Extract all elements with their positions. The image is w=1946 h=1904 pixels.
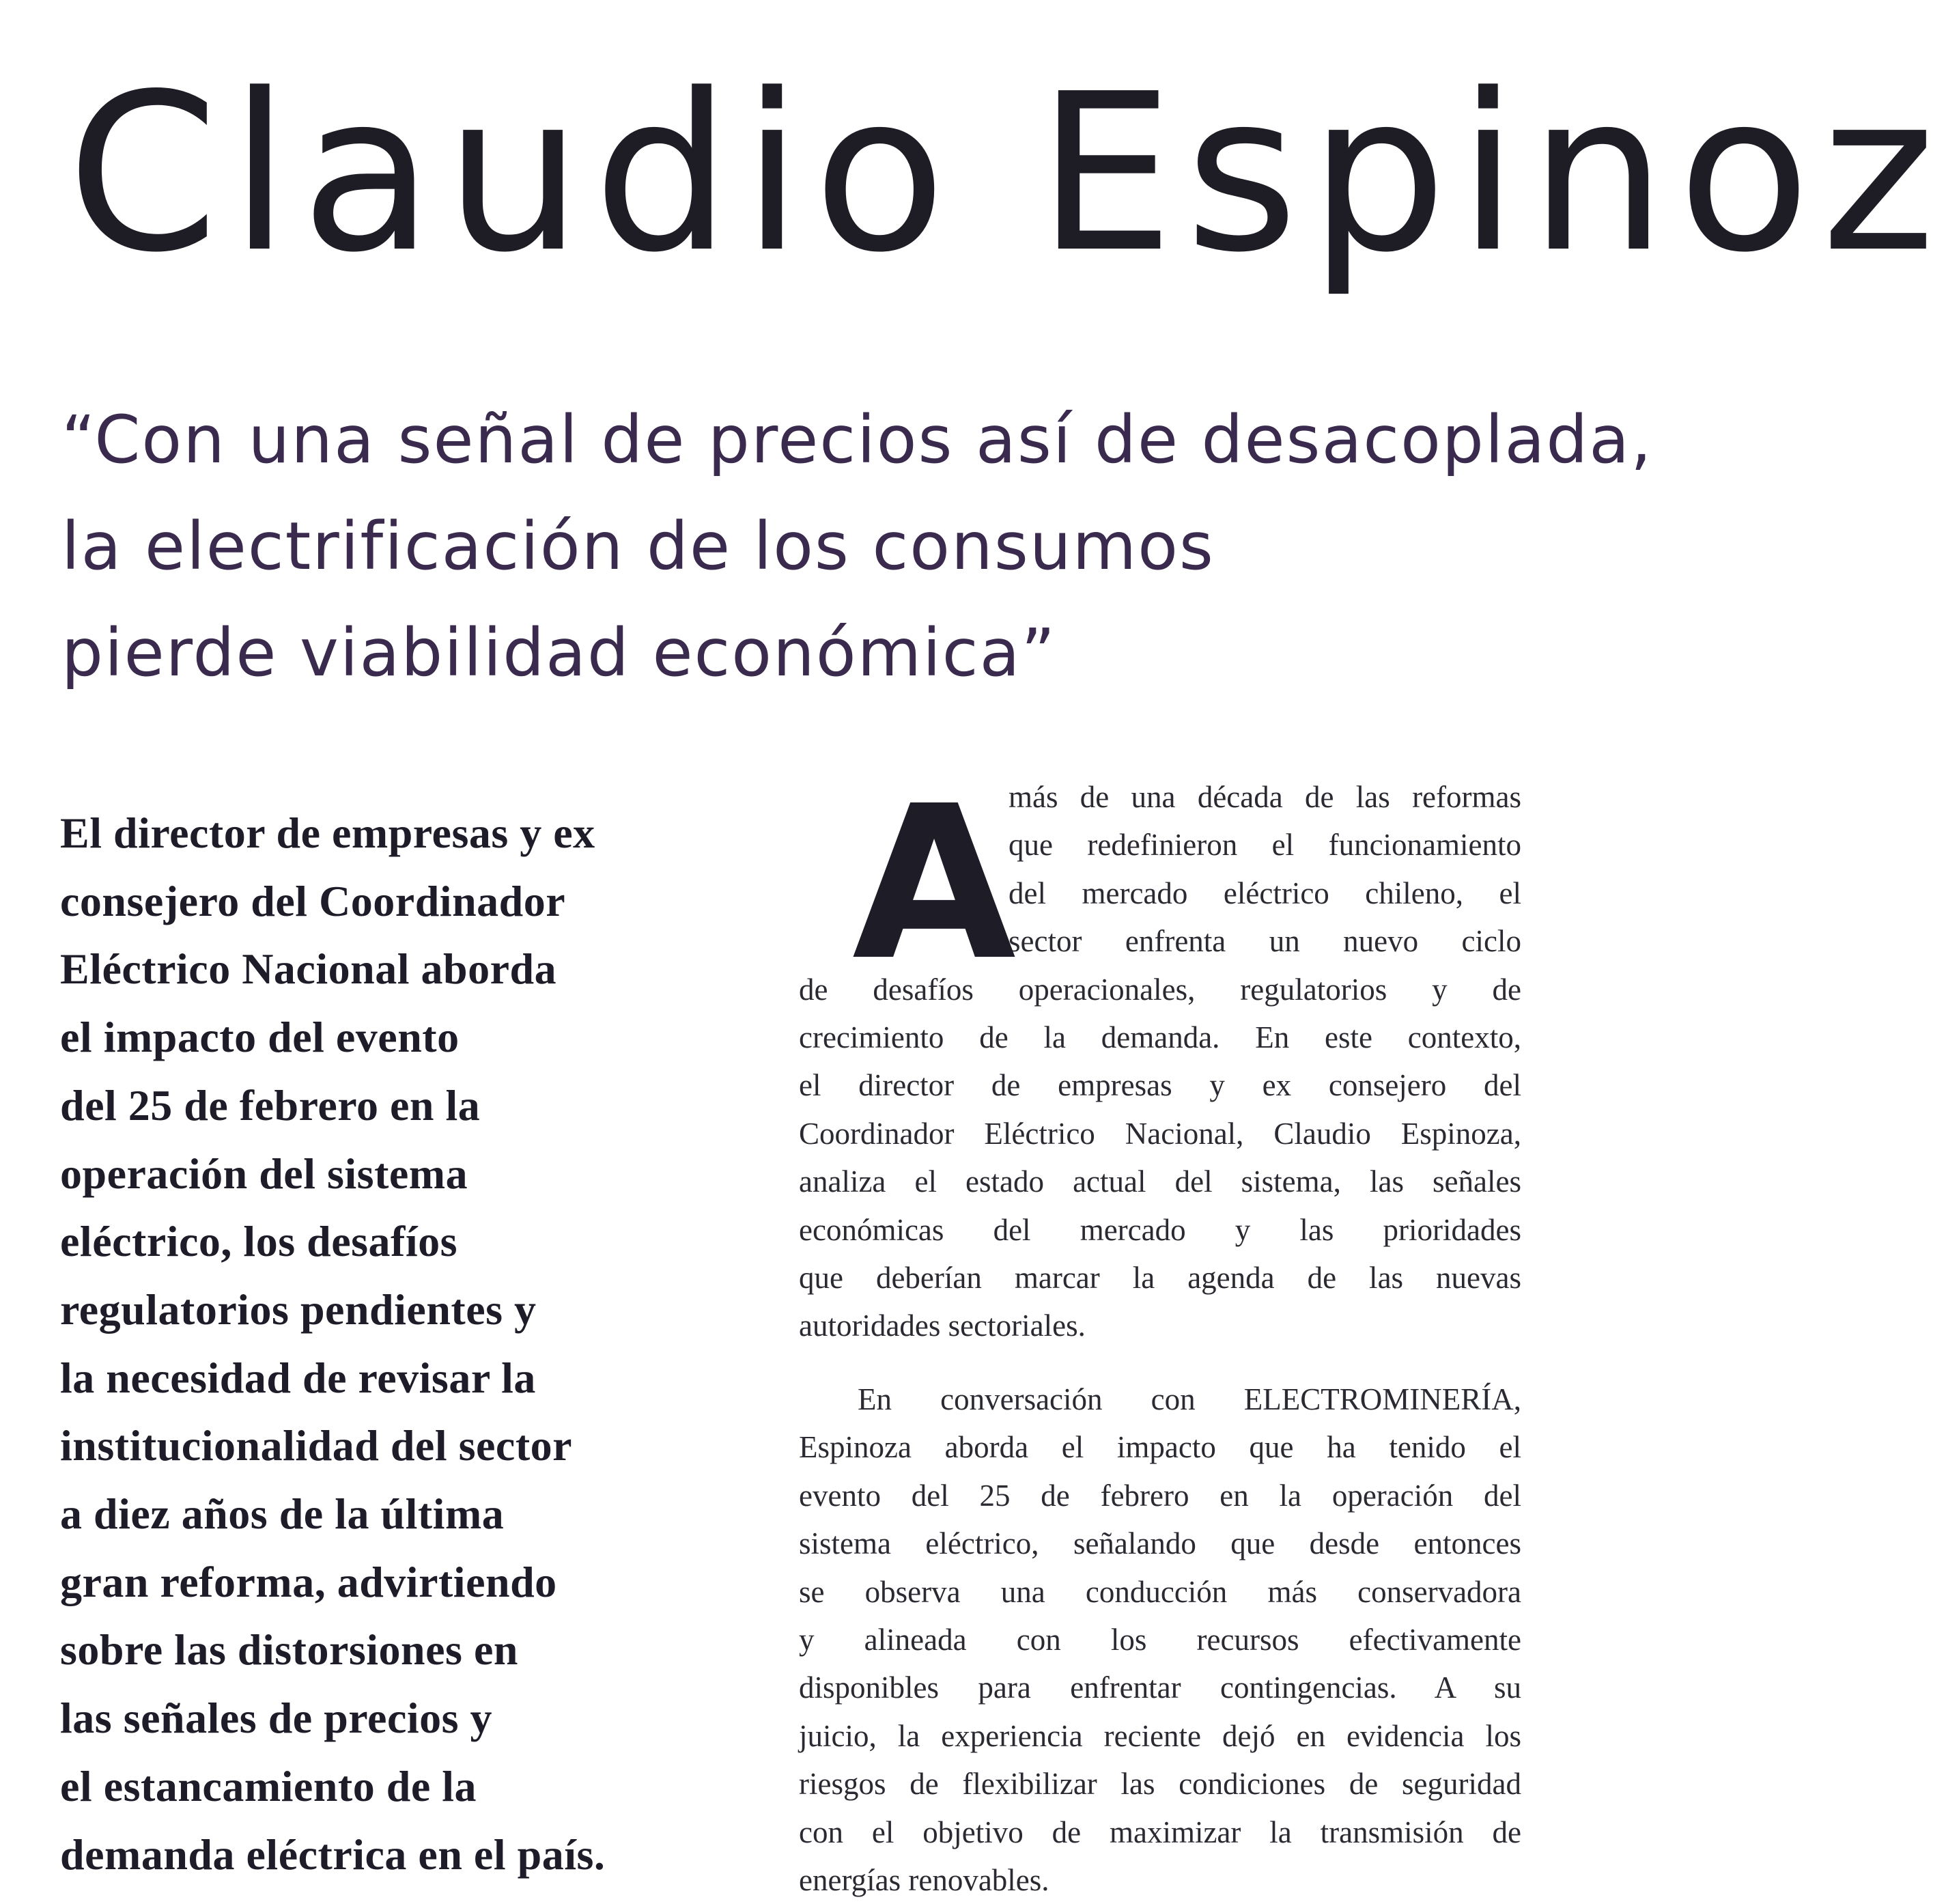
summary-line: eléctrico, los desafíos [60, 1217, 457, 1266]
pull-quote-line: la electrificación de los consumos [61, 508, 1215, 585]
body-paragraph-1-wrap [799, 761, 1521, 1350]
summary-line: demanda eléctrica en el país. [60, 1830, 606, 1879]
summary-line: institucionalidad del sector [60, 1421, 573, 1470]
body-line: de desafíos operacionales, regulatorios y de [799, 972, 1521, 1007]
body-line: el director de empresas y ex consejero del [799, 1068, 1521, 1103]
body-line: disponibles para enfrentar contingencias. A su [799, 1670, 1521, 1705]
article-body [799, 761, 1521, 1904]
body-line: económicas del mercado y las prioridades [799, 1212, 1521, 1247]
summary-line: Eléctrico Nacional aborda [60, 944, 557, 994]
body-line: riesgos de flexibilizar las condiciones de seguridad [799, 1767, 1521, 1802]
body-line: más de una década de las reformas [1009, 780, 1521, 814]
pull-quote-line: “Con una señal de precios así de desacoplada, [61, 402, 1653, 478]
body-line: sistema eléctrico, señalando que desde entonces [799, 1526, 1521, 1561]
body-line: sector enfrenta un nuevo ciclo [1009, 924, 1521, 959]
summary-line: sobre las distorsiones en [60, 1625, 518, 1675]
summary-line: el impacto del evento [60, 1013, 460, 1062]
body-paragraph-2 [799, 1375, 1521, 1904]
summary-line: regulatorios pendientes y [60, 1285, 537, 1334]
drop-cap: A [852, 761, 1016, 1007]
body-line: evento del 25 de febrero en la operación del [799, 1478, 1521, 1513]
summary-line: a diez años de la última [60, 1489, 505, 1539]
body-line: juicio, la experiencia reciente dejó en evidencia los [799, 1718, 1521, 1753]
body-line: del mercado eléctrico chileno, el [1009, 876, 1521, 910]
article-headline: Claudio Espinoz [67, 47, 1946, 300]
summary-line: la necesidad de revisar la [60, 1353, 536, 1402]
body-line: autoridades sectoriales. [799, 1308, 1086, 1343]
body-line: Coordinador Eléctrico Nacional, Claudio Espinoza, [799, 1116, 1521, 1151]
body-line: crecimiento de la demanda. En este contexto, [799, 1020, 1521, 1055]
body-line: con el objetivo de maximizar la transmisión de [799, 1815, 1521, 1849]
body-line: y alineada con los recursos efectivamente [799, 1623, 1521, 1657]
pull-quote [61, 387, 1653, 706]
body-line: se observa una conducción más conservadora [799, 1574, 1521, 1609]
body-line: analiza el estado actual del sistema, las señales [799, 1164, 1521, 1199]
article-summary [60, 799, 798, 1888]
body-line: energías renovables. [799, 1863, 1049, 1898]
summary-line: el estancamiento de la [60, 1761, 477, 1810]
summary-line: gran reforma, advirtiendo [60, 1557, 557, 1606]
summary-line: del 25 de febrero en la [60, 1080, 481, 1130]
pull-quote-line: pierde viabilidad económica” [61, 615, 1057, 691]
summary-line: El director de empresas y ex [60, 809, 595, 857]
body-line: que deberían marcar la agenda de las nuevas [799, 1261, 1521, 1296]
summary-line: las señales de precios y [60, 1694, 493, 1743]
summary-line: operación del sistema [60, 1149, 468, 1198]
body-line: que redefinieron el funcionamiento [1009, 828, 1521, 863]
body-line: En conversación con ELECTROMINERÍA, [858, 1382, 1521, 1416]
body-line: Espinoza aborda el impacto que ha tenido el [799, 1430, 1521, 1465]
summary-line: consejero del Coordinador [60, 876, 566, 925]
